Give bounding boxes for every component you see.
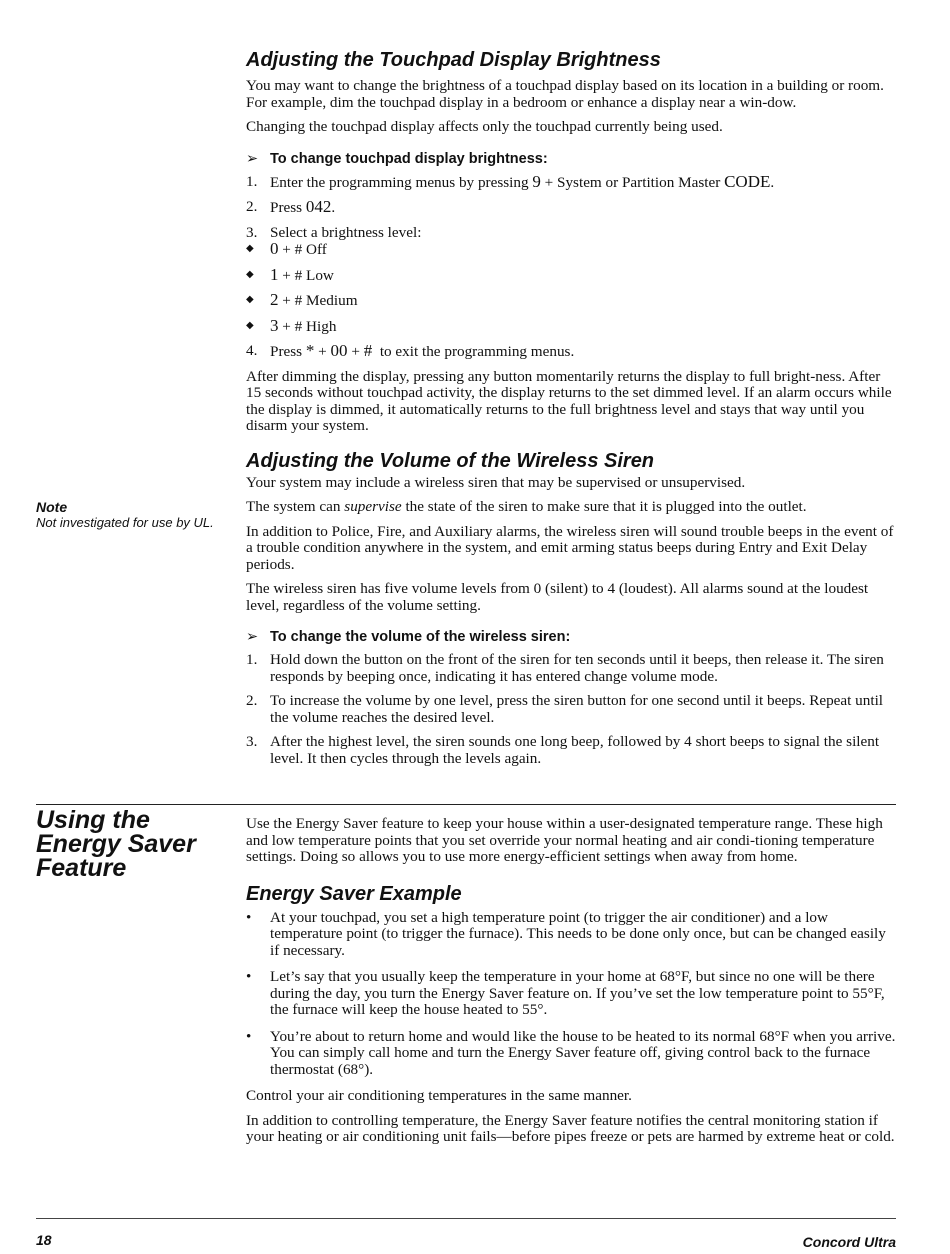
- arrow-icon: ➢: [246, 629, 259, 645]
- step-text: Press * + 00 + # to exit the programming menus.: [270, 341, 575, 360]
- bullet-icon: •: [246, 908, 252, 926]
- paragraph: Changing the touchpad display affects only the touchpad currently being used.: [246, 118, 723, 135]
- step-number: 3.: [246, 733, 258, 750]
- paragraph: The system can supervise the state of the siren to make sure that it is plugged into the outlet.: [246, 498, 807, 515]
- note-title: Note: [36, 499, 68, 515]
- diamond-bullet-icon: ◆: [246, 319, 254, 331]
- bullet-icon: •: [246, 1027, 252, 1045]
- paragraph: After dimming the display, pressing any button momentarily returns the display to full bright-ness. After 15 seconds without touchpad activity, the display returns to the set dimmed level. If an alarm occurs while the display is dimmed, it automatically returns to the full brightness level and stays that way until you disarm your system.: [246, 367, 892, 434]
- paragraph: The wireless siren has five volume levels from 0 (silent) to 4 (loudest). All alarms sound at the loudest level, regardless of the volume setting.: [246, 580, 869, 614]
- step-text: Select a brightness level:: [270, 223, 422, 241]
- level-item: ◆ 3 + # High: [246, 315, 337, 335]
- page-number: 18: [36, 1232, 52, 1248]
- paragraph: Control your air conditioning temperatures in the same manner.: [246, 1087, 632, 1104]
- step-text: To increase the volume by one level, press the siren button for one second until it beeps. Repeat until the volume reaches the desired level.: [270, 692, 884, 726]
- procedure-title: To change touchpad display brightness:: [270, 150, 548, 167]
- paragraph: In addition to controlling temperature, the Energy Saver feature notifies the central monitoring station if your heating or air conditioning unit fails—before pipes freeze or pets are harmed by extreme heat or cold.: [246, 1111, 895, 1145]
- diamond-bullet-icon: ◆: [246, 294, 254, 305]
- procedure-title: To change the volume of the wireless siren:: [270, 629, 571, 645]
- bullet-item: [246, 1029, 896, 1079]
- bullet-item: [246, 910, 896, 960]
- level-item: ◆ 0 + # Off: [246, 239, 327, 258]
- diamond-bullet-icon: ◆: [246, 243, 254, 254]
- bullet-item: [246, 969, 896, 1019]
- paragraph: Use the Energy Saver feature to keep your house within a user-designated temperature range. These high and low temperature points that you set override your normal heating and air condi-tioning temperature settings. Doing so allows you to use more energy-efficient settings when away from home.: [246, 815, 883, 865]
- footer-divider: [36, 1218, 896, 1219]
- section-heading-brightness: Adjusting the Touchpad Display Brightness: [246, 49, 661, 71]
- section-heading-example: Energy Saver Example: [246, 882, 462, 905]
- procedure-heading: [246, 628, 896, 646]
- step-item: [246, 343, 896, 361]
- paragraph: You may want to change the brightness of a touchpad display based on its location in a building or room. For example, dim the touchpad display in a bedroom or enhance a display near a win-dow.: [246, 77, 884, 111]
- procedure-heading: [246, 150, 896, 168]
- bullet-text: Let’s say that you usually keep the temperature in your home at 68°F, but since no one will be there during the day, you turn the Energy Saver feature on. If you’ve set the low temperature point to 55°F, the furnace will keep the house heated to 55°.: [270, 968, 885, 1018]
- step-number: 1.: [246, 172, 258, 190]
- section-title-energy-saver: Using the Energy Saver Feature: [36, 806, 196, 882]
- step-item: [246, 199, 896, 217]
- step-item: [246, 693, 896, 726]
- step-text: After the highest level, the siren sounds one long beep, followed by 4 short beeps to signal the silent level. It then cycles through the levels again.: [270, 733, 880, 767]
- bullet-text: You’re about to return home and would like the house to be heated to its normal 68°F when you arrive. You can simply call home and turn the Energy Saver feature off, giving control back to the furnace thermostat (68°).: [270, 1027, 896, 1078]
- product-name: Concord Ultra: [802, 1234, 896, 1250]
- note-body: Not investigated for use by UL.: [36, 515, 214, 530]
- section-divider: [36, 804, 896, 805]
- step-number: 2.: [246, 692, 258, 709]
- step-number: 2.: [246, 198, 258, 215]
- step-item: [246, 171, 896, 192]
- step-item: [246, 225, 896, 242]
- main-column-bottom: [246, 816, 896, 1154]
- step-text: Hold down the button on the front of the siren for ten seconds until it beeps, then release it. The siren responds by beeping once, indicating it has entered change volume mode.: [270, 651, 884, 685]
- step-text: Enter the programming menus by pressing 9 + System or Partition Master CODE.: [270, 171, 775, 191]
- main-column-top: [246, 48, 896, 775]
- bullet-icon: •: [246, 968, 252, 985]
- arrow-icon: ➢: [246, 150, 259, 167]
- step-item: [246, 734, 896, 767]
- level-item: ◆ 1 + # Low: [246, 264, 334, 284]
- section-heading-siren: Adjusting the Volume of the Wireless Siren: [246, 449, 655, 472]
- step-number: 4.: [246, 342, 258, 359]
- step-text: Press 042.: [270, 197, 336, 216]
- paragraph: Your system may include a wireless siren that may be supervised or unsupervised.: [246, 473, 746, 491]
- bullet-text: At your touchpad, you set a high temperature point (to trigger the air conditioner) and a low temperature point (to trigger the furnace). This needs to be done only once, but can be changed easily if necessary.: [270, 908, 886, 959]
- step-number: 1.: [246, 651, 258, 668]
- level-item: ◆ 2 + # Medium: [246, 290, 358, 309]
- margin-note: [36, 500, 226, 530]
- step-number: 3.: [246, 223, 258, 241]
- diamond-bullet-icon: ◆: [246, 268, 254, 280]
- paragraph: In addition to Police, Fire, and Auxiliary alarms, the wireless siren will sound trouble beeps in the event of a trouble condition anywhere in the system, and emit arming status beeps during Entry and Exit Delay periods.: [246, 522, 894, 573]
- step-item: [246, 652, 896, 685]
